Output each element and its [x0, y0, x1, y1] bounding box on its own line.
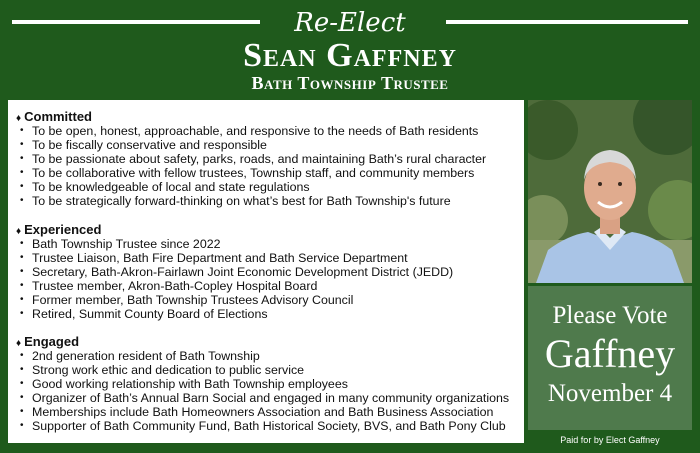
list-item-text: Strong work ethic and dedication to public service [32, 363, 305, 377]
list-item-text: To be strategically forward-thinking on what’s best for Bath Township's future [32, 194, 451, 208]
header-banner [8, 8, 692, 98]
list-item-text: Good working relationship with Bath Township employees [32, 377, 348, 391]
bullet-icon: • [20, 125, 24, 136]
list-item-text: 2nd generation resident of Bath Township [32, 349, 260, 363]
list-item [8, 124, 524, 138]
list-item [8, 152, 524, 166]
section-committed [8, 109, 524, 208]
bullet-icon: • [20, 252, 24, 263]
vote-line-1: Please Vote [552, 302, 668, 329]
platform-panel [8, 100, 524, 443]
list-item-text: To be fiscally conservative and responsible [32, 138, 267, 152]
candidate-name: Sean Gaffney [243, 37, 457, 74]
list-item-text: To be open, honest, approachable, and responsive to the needs of Bath residents [32, 124, 479, 138]
vote-line-2: Gaffney [544, 331, 676, 376]
section-title-text: Engaged [24, 334, 80, 349]
bullet-icon: • [20, 294, 24, 305]
bullet-icon: • [20, 406, 24, 417]
bullet-icon: • [20, 420, 24, 431]
section-title [8, 109, 524, 124]
section-title-text: Committed [24, 109, 92, 124]
list-item-text: Trustee member, Akron-Bath-Copley Hospital Board [32, 279, 318, 293]
section-title-text: Experienced [24, 222, 102, 237]
list-item-text: To be collaborative with fellow trustees, Township staff, and community members [32, 166, 475, 180]
list-item [8, 279, 524, 293]
bullet-icon: • [20, 392, 24, 403]
bullet-icon: • [20, 195, 24, 206]
list-item [8, 265, 524, 279]
list-item [8, 419, 524, 433]
list-item [8, 237, 524, 251]
list-item [8, 307, 524, 321]
bullet-icon: • [20, 153, 24, 164]
section-title [8, 222, 524, 237]
paid-for-notice: Paid for by Elect Gaffney [560, 435, 660, 445]
section-engaged [8, 334, 524, 433]
list-item-text: Secretary, Bath-Akron-Fairlawn Joint Economic Development District (JEDD) [32, 265, 454, 279]
bullet-icon: • [20, 181, 24, 192]
list-item [8, 363, 524, 377]
list-item [8, 166, 524, 180]
bullet-icon: • [20, 350, 24, 361]
list-item [8, 251, 524, 265]
list-item-text: To be passionate about safety, parks, roads, and maintaining Bath’s rural character [32, 152, 487, 166]
candidate-portrait-icon [528, 100, 692, 283]
list-item [8, 405, 524, 419]
candidate-photo [528, 100, 692, 283]
reelect-heading: Re-Elect [294, 8, 406, 38]
list-item-text: Bath Township Trustee since 2022 [32, 237, 221, 251]
section-experienced [8, 222, 524, 321]
vote-line-3: November 4 [547, 380, 673, 407]
list-item [8, 391, 524, 405]
list-item [8, 194, 524, 208]
list-item [8, 349, 524, 363]
list-item [8, 138, 524, 152]
bullet-icon: • [20, 139, 24, 150]
vote-box [528, 286, 692, 430]
bullet-icon: • [20, 266, 24, 277]
list-item-text: Supporter of Bath Community Fund, Bath Historical Society, BVS, and Bath Pony Club [32, 419, 506, 433]
bullet-icon: • [20, 364, 24, 375]
office-title: Bath Township Trustee [251, 73, 449, 93]
bullet-icon: • [20, 378, 24, 389]
list-item-text: Memberships include Bath Homeowners Association and Bath Business Association [32, 405, 494, 419]
list-item-text: Trustee Liaison, Bath Fire Department and Bath Service Department [32, 251, 408, 265]
diamond-icon: ♦ [16, 226, 22, 237]
bullet-icon: • [20, 238, 24, 249]
section-title [8, 334, 524, 349]
bullet-icon: • [20, 308, 24, 319]
list-item-text: Organizer of Bath’s Annual Barn Social and engaged in many community organizations [32, 391, 510, 405]
bullet-icon: • [20, 167, 24, 178]
list-item [8, 293, 524, 307]
list-item-text: Former member, Bath Township Trustees Advisory Council [32, 293, 354, 307]
list-item [8, 377, 524, 391]
diamond-icon: ♦ [16, 113, 22, 124]
list-item [8, 180, 524, 194]
diamond-icon: ♦ [16, 338, 22, 349]
list-item-text: To be knowledgeable of local and state regulations [32, 180, 310, 194]
list-item-text: Retired, Summit County Board of Elections [32, 307, 268, 321]
bullet-icon: • [20, 280, 24, 291]
